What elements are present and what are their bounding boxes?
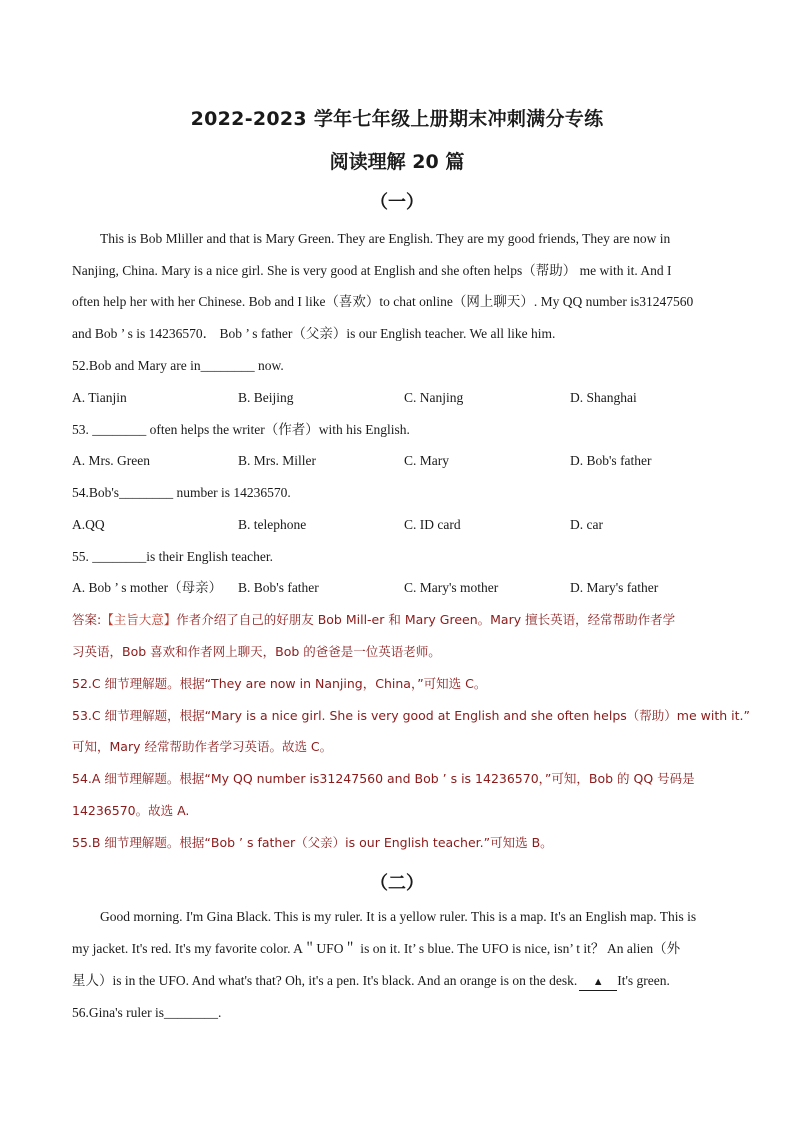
document-title: 2022-2023 学年七年级上册期末冲刺满分专练 (190, 108, 604, 130)
passage-line (72, 971, 722, 991)
passage-line: This is Bob Mliller and that is Mary Green. They are English. They are my good friends, They are now in (100, 231, 671, 246)
passage-text: 星人）is in the UFO. And what's that? Oh, it's a pen. It's black. And an orange is on the desk. (72, 973, 578, 988)
section-heading-2: （二） (370, 873, 424, 894)
answer-55: 55.B 细节理解题。根据“Bob ’ s father（父亲）is our English teacher.”可知选 B。 (72, 835, 553, 850)
option-b: B. telephone (238, 517, 307, 532)
option-d: D. Shanghai (570, 390, 637, 405)
question-56: 56.Gina's ruler is________. (72, 1005, 222, 1020)
passage-line: often help her with her Chinese. Bob and I like（喜欢）to chat online（网上聊天）. My QQ number is31247560 (72, 294, 694, 309)
answer-52: 52.C 细节理解题。根据“They are now in Nanjing，China，”可知选 C。 (72, 676, 487, 691)
blank-marker: ▲ (579, 974, 617, 991)
option-a: A. Mrs. Green (72, 453, 150, 468)
option-d: D. Bob's father (570, 453, 652, 468)
option-b: B. Beijing (238, 390, 294, 405)
answer-tag: 【主旨大意】 (101, 612, 177, 627)
document-subtitle: 阅读理解 20 篇 (329, 151, 465, 173)
option-a: A. Tianjin (72, 390, 127, 405)
option-b: B. Mrs. Miller (238, 453, 317, 468)
answer-54: 54.A 细节理解题。根据“My QQ number is31247560 and Bob ’ s is 14236570，”可知，Bob 的 QQ 号码是 (72, 771, 695, 786)
answer-53: 53.C 细节理解题，根据“Mary is a nice girl. She is very good at English and she often helps（帮助）me with it.” (72, 708, 750, 723)
passage-line: Nanjing, China. Mary is a nice girl. She is very good at English and she often helps（帮助） me with it. And I (72, 263, 672, 278)
answer-summary-text: 作者介绍了自己的好朋友 Bob Mill-er 和 Mary Green。Mary 擅长英语，经常帮助作者学 (176, 612, 676, 627)
answer-summary (72, 610, 722, 630)
passage-line: Good morning. I'm Gina Black. This is my ruler. It is a yellow ruler. This is a map. It's an English map. This is (100, 909, 697, 924)
answer-53-line2: 可知，Mary 经常帮助作者学习英语。故选 C。 (72, 739, 333, 754)
section-heading-1: （一） (370, 192, 424, 213)
option-c: C. Mary's mother (404, 580, 499, 595)
option-d: D. Mary's father (570, 580, 659, 595)
question-52: 52.Bob and Mary are in________ now. (72, 358, 284, 373)
option-c: C. Mary (404, 453, 449, 468)
passage-text: It's green. (617, 973, 670, 988)
option-a: A.QQ (72, 517, 105, 532)
question-55: 55. ________is their English teacher. (72, 549, 273, 564)
option-c: C. Nanjing (404, 390, 464, 405)
answer-label: 答案: (72, 612, 102, 627)
answer-summary-line2: 习英语，Bob 喜欢和作者网上聊天，Bob 的爸爸是一位英语老师。 (72, 644, 441, 659)
option-b: B. Bob's father (238, 580, 319, 595)
option-d: D. car (570, 517, 603, 532)
answer-54-line2: 14236570。故选 A. (72, 803, 190, 818)
passage-line: my jacket. It's red. It's my favorite color. A＂UFO＂ is on it. It’ s blue. The UFO is nice, isn’ t it？ An alien（外 (72, 941, 681, 956)
question-53: 53. ________ often helps the writer（作者）with his English. (72, 422, 410, 437)
option-a: A. Bob ’ s mother（母亲） (72, 580, 223, 595)
passage-line: and Bob ’ s is 14236570． Bob ’ s father（父亲）is our English teacher. We all like him. (72, 326, 556, 341)
option-c: C. ID card (404, 517, 461, 532)
question-54: 54.Bob's________ number is 14236570. (72, 485, 291, 500)
